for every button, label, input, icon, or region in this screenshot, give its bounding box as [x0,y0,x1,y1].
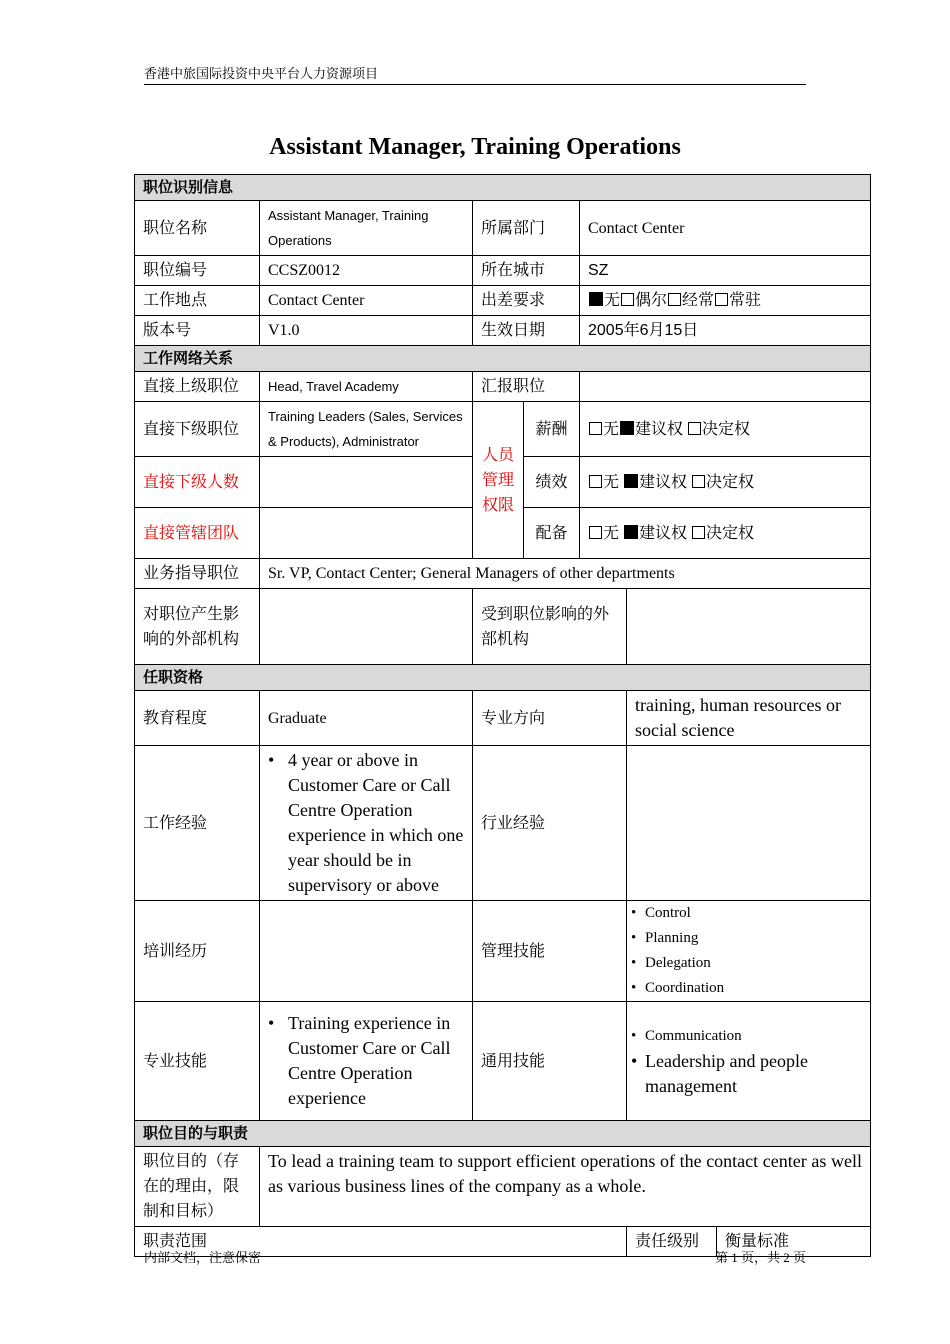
unchecked-box-icon [668,293,681,306]
major-value: training, human resources or social science [627,691,871,746]
version-value: V1.0 [260,316,473,346]
superior-value: Head, Travel Academy [260,372,473,402]
unchecked-box-icon [692,526,705,539]
external-affected-label: 受到职位影响的外部机构 [473,589,627,665]
general-skill-label: 通用技能 [473,1002,627,1121]
document-title: Assistant Manager, Training Operations [269,134,681,160]
position-code-value: CCSZ0012 [260,256,473,286]
training-label: 培训经历 [135,901,260,1002]
subordinate-count-value [260,457,473,508]
subordinate-label: 直接下级职位 [135,402,260,457]
version-label: 版本号 [135,316,260,346]
unchecked-box-icon [589,422,602,435]
list-item: • Planning [631,926,862,951]
external-influence-value [260,589,473,665]
industry-experience-label: 行业经验 [473,746,627,901]
industry-experience-value [627,746,871,901]
list-item: • Control [631,901,862,926]
list-item: • Communication [631,1024,862,1049]
subordinate-count-label: 直接下级人数 [135,457,260,508]
work-experience-value [260,746,473,901]
effective-date-value: 2005年6月15日 [580,316,871,346]
travel-options: 无 偶尔 经常 常驻 [580,286,871,316]
checked-box-icon [589,292,603,306]
unchecked-box-icon [715,293,728,306]
unchecked-box-icon [692,475,705,488]
professional-skill-value [260,1002,473,1121]
scope-header: 职责范围 [135,1227,627,1257]
page-header: 香港中旅国际投资中央平台人力资源项目 [144,66,806,85]
list-item: • Leadership and people management [631,1049,862,1099]
purpose-label: 职位目的（存在的理由，限制和目标） [135,1147,260,1227]
travel-label: 出差要求 [473,286,580,316]
management-skill-label: 管理技能 [473,901,627,1002]
footer-confidential: 内部文档，注意保密 [144,1250,262,1265]
unchecked-box-icon [589,526,602,539]
guidance-value: Sr. VP, Contact Center; General Managers of other departments [260,559,871,589]
effective-date-label: 生效日期 [473,316,580,346]
position-title-label: 职位名称 [135,201,260,256]
general-skill-value [627,1002,871,1121]
department-value: Contact Center [580,201,871,256]
work-location-label: 工作地点 [135,286,260,316]
unchecked-box-icon [589,475,602,488]
authority-label: 人员管理权限 [473,402,524,559]
superior-label: 直接上级职位 [135,372,260,402]
report-value [580,372,871,402]
report-label: 汇报职位 [473,372,580,402]
training-value [260,901,473,1002]
major-label: 专业方向 [473,691,627,746]
work-location-value: Contact Center [260,286,473,316]
city-value: SZ [580,256,871,286]
guidance-label: 业务指导职位 [135,559,260,589]
list-item: • Training experience in Customer Care or Call Centre Operation experience [268,1011,464,1111]
footer-page-number: 第 1 页，共 2 页 [714,1250,806,1265]
department-label: 所属部门 [473,201,580,256]
authority-row-name: 薪酬 [524,402,580,457]
education-value: Graduate [260,691,473,746]
authority-row-options: 无 建议权 决定权 [580,402,871,457]
section-network: 工作网络关系 [135,346,871,372]
work-experience-label: 工作经验 [135,746,260,901]
section-qualifications: 任职资格 [135,665,871,691]
city-label: 所在城市 [473,256,580,286]
education-label: 教育程度 [135,691,260,746]
external-influence-label: 对职位产生影响的外部机构 [135,589,260,665]
authority-row-options: 无 建议权 决定权 [580,508,871,559]
position-code-label: 职位编号 [135,256,260,286]
authority-row-options: 无 建议权 决定权 [580,457,871,508]
external-affected-value [627,589,871,665]
checked-box-icon [624,474,638,488]
list-item: • Coordination [631,976,862,1001]
management-skill-value [627,901,871,1002]
purpose-value: To lead a training team to support efficient operations of the contact center as well as various business lines of the company as a whole. [260,1147,871,1227]
professional-skill-label: 专业技能 [135,1002,260,1121]
subordinate-value: Training Leaders (Sales, Services & Products), Administrator [260,402,473,457]
list-item: • 4 year or above in Customer Care or Call Centre Operation experience in which one year should be in supervisory or above [268,748,464,898]
checked-box-icon [620,421,634,435]
unchecked-box-icon [688,422,701,435]
list-item: • Delegation [631,951,862,976]
authority-row-name: 配备 [524,508,580,559]
unchecked-box-icon [621,293,634,306]
measure-header: 衡量标准 [717,1227,871,1257]
authority-row-name: 绩效 [524,457,580,508]
team-label: 直接管辖团队 [135,508,260,559]
checked-box-icon [624,525,638,539]
position-title-value: Assistant Manager, Training Operations [260,201,473,256]
section-purpose: 职位目的与职责 [135,1121,871,1147]
team-value [260,508,473,559]
section-identification: 职位识别信息 [135,175,871,201]
job-description-table [134,174,871,1257]
responsibility-level-header: 责任级别 [627,1227,717,1257]
